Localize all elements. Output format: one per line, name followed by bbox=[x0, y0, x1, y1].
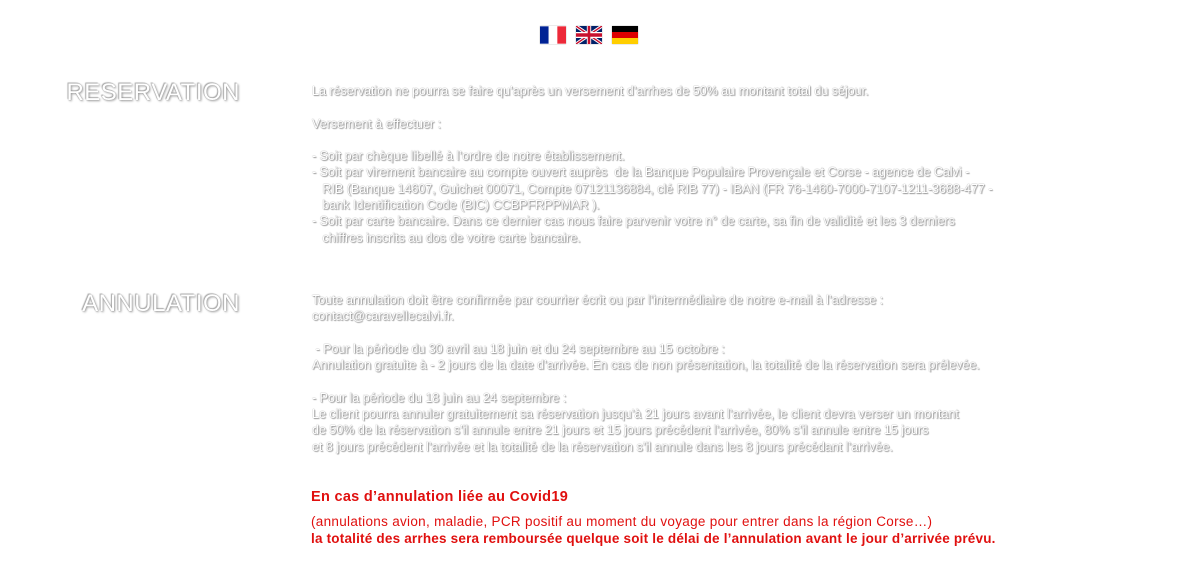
annulation-heading: ANNULATION bbox=[82, 290, 240, 317]
uk-flag-icon[interactable] bbox=[576, 26, 602, 44]
reservation-text: La réservation ne pourra se faire qu’après un versement d’arrhes de 50% au montant total du séjour. Versement à effectuer : - Soit par chèque libellé à l’ordre de notre établissement. - Soit par virement bancaire au compte ouvert auprès de la Banque Populaire Provençale et Corse - agence de Calvi - RIB (Banque 14607, Guichet 00071, Compte 07121136884, clé RIB 77) - IBAN (FR 76-1460-7000-7107-1211-3688-477 - bank Identification Code (BIC) CCBPFRPPMAR ). - Soit par carte bancaire. Dans ce dernier cas nous faire parvenir votre n° de carte, sa fin de validité et les 3 derniers chiffres inscrits au dos de votre carte bancaire. bbox=[312, 84, 993, 245]
french-flag-icon[interactable] bbox=[540, 26, 566, 44]
language-switcher bbox=[540, 26, 638, 44]
covid-heading: En cas d’annulation liée au Covid19 bbox=[311, 489, 569, 505]
annulation-text: Toute annulation doit être confirmée par courrier écrit ou par l’intermédiaire de notre e-mail à l’adresse : contact@caravellecalvi.fr. - Pour la période du 30 avril au 18 juin et du 24 septembre au 15 octobre : Annulation gratuite à - 2 jours de la date d’arrivée. En cas de non présentation, la totalité de la réservation sera prélevée. - Pour la période du 18 juin au 24 septembre : Le client pourra annuler gratuitement sa réservation jusqu’à 21 jours avant l’arrivée, le client devra verser un montant de 50% de la réservation s’il annule entre 21 jours et 15 jours précédent l’arrivée, 80% s’il annule entre 15 jours et 8 jours précédent l’arrivée et la totalité de la réservation s’il annule dans les 8 jours précédant l’arrivée. bbox=[312, 293, 980, 454]
covid-refund-notice: la totalité des arrhes sera remboursée quelque soit le délai de l’annulation avant le jour d’arrivée prévu. bbox=[311, 531, 996, 546]
reservation-heading: RESERVATION bbox=[66, 79, 240, 106]
covid-conditions: (annulations avion, maladie, PCR positif au moment du voyage pour entrer dans la région Corse…) bbox=[311, 514, 933, 529]
german-flag-icon[interactable] bbox=[612, 26, 638, 44]
